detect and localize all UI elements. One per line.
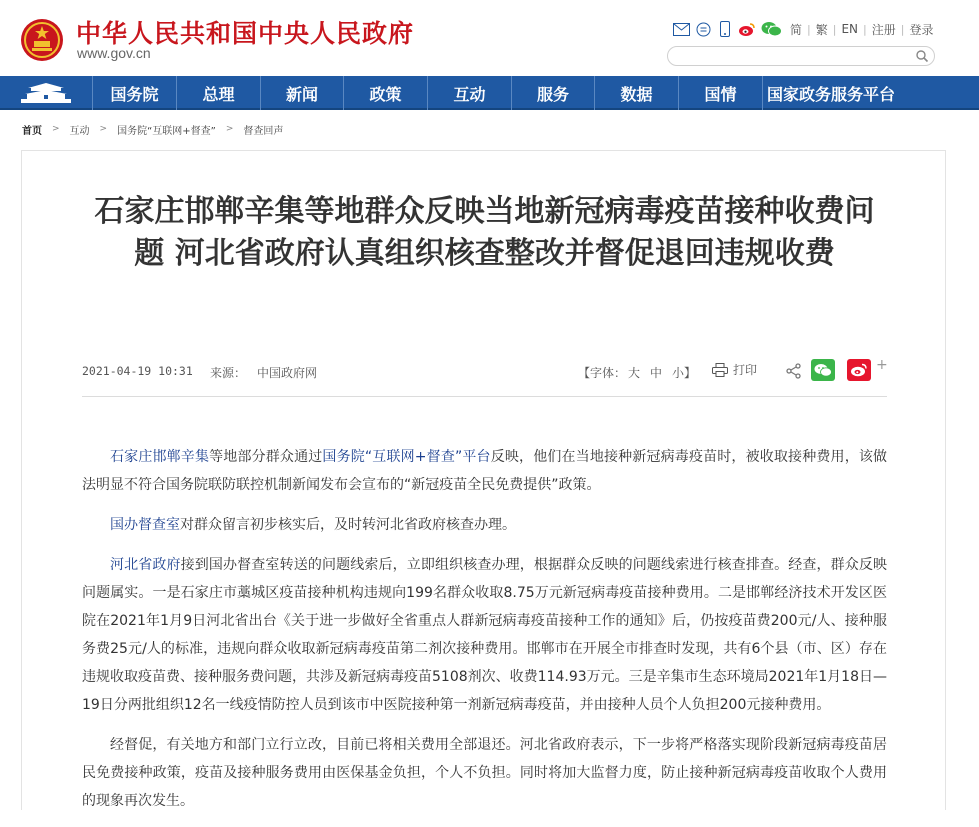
breadcrumb-internet-plus-inspection[interactable]: 国务院“互联网+督查” — [117, 125, 216, 137]
nav-item-services[interactable]: 服务 — [511, 76, 594, 110]
simplified-link[interactable]: 简 — [790, 22, 803, 37]
top-links — [672, 18, 934, 40]
source-name: 中国政府网 — [257, 366, 318, 380]
paragraph-text: 经督促，有关地方和部门立行立改，目前已将相关费用全部退还。河北省政府表示，下一步将严格落实现阶段新冠病毒疫苗居民免费接种政策，疫苗及接种服务费用由医保基金负担，个人不负担。同时将加大监督力度，防止接种新冠病毒疫苗收取个人费用的现象再次发生。 — [82, 737, 887, 809]
english-link[interactable]: EN — [841, 22, 859, 36]
breadcrumb-inspection-echo[interactable]: 督查回声 — [243, 125, 284, 137]
meta-divider — [82, 396, 887, 397]
paragraph-text: 等地部分群众通过 — [209, 449, 323, 465]
breadcrumb-interaction[interactable]: 互动 — [69, 125, 90, 137]
link-general-office-inspection[interactable]: 国办督查室 — [110, 517, 180, 533]
site-title[interactable]: 中华人民共和国中央人民政府 — [76, 19, 415, 48]
font-size-control — [578, 364, 706, 381]
print-button[interactable] — [712, 361, 757, 378]
site-header — [0, 0, 979, 76]
search-icon[interactable] — [915, 49, 929, 63]
paragraph-text: 对群众留言初步核实后，及时转河北省政府核查办理。 — [180, 517, 516, 533]
article-title: 石家庄邯郸辛集等地群众反映当地新冠病毒疫苗接种收费问题 河北省政府认真组织核查整改并督促退回违规收费 — [94, 194, 875, 271]
paragraph — [82, 731, 887, 815]
share-wechat-icon[interactable] — [811, 359, 835, 381]
separator: | — [807, 22, 811, 36]
message-icon[interactable] — [694, 20, 712, 38]
weibo-icon[interactable] — [738, 20, 756, 38]
breadcrumb-arrow-icon: > — [99, 124, 108, 134]
nav-items — [92, 76, 899, 110]
font-size-label: 【字体： — [578, 366, 627, 380]
nav-home-button[interactable] — [0, 76, 92, 110]
source-label: 来源： — [210, 366, 247, 380]
breadcrumb-home[interactable]: 首页 — [22, 125, 42, 137]
mobile-icon[interactable] — [716, 20, 734, 38]
wechat-icon[interactable] — [760, 20, 782, 38]
search-box — [667, 46, 935, 66]
search-input[interactable] — [676, 48, 906, 64]
traditional-link[interactable]: 繁 — [815, 22, 828, 37]
article-container — [21, 150, 946, 810]
breadcrumb-arrow-icon: > — [52, 124, 60, 134]
share-more-button[interactable]: + — [876, 357, 888, 373]
link-internet-plus-inspection-platform[interactable]: 国务院“互联网+督查”平台 — [322, 449, 491, 465]
font-size-small[interactable]: 小】 — [672, 366, 697, 380]
nav-item-gov-service-platform[interactable]: 国家政务服务平台 — [762, 76, 899, 110]
font-size-large[interactable]: 大 — [628, 366, 641, 380]
paragraph-text: 反映，他们在当地接种新冠病毒疫苗时，被收取接种费用，该做法明显不符合国务院联防联控机制新闻发布会宣布的“新冠疫苗全民免费提供”政策。 — [82, 449, 888, 493]
nav-item-news[interactable]: 新闻 — [260, 76, 343, 110]
site-url: www.gov.cn — [77, 45, 151, 61]
article-body — [82, 443, 887, 827]
paragraph — [82, 551, 887, 719]
share-weibo-icon[interactable] — [847, 359, 871, 381]
publish-date: 2021-04-19 10:31 — [82, 364, 193, 378]
mail-icon[interactable] — [672, 20, 690, 38]
nav-item-policy[interactable]: 政策 — [343, 76, 427, 110]
breadcrumb — [22, 121, 283, 137]
printer-icon — [712, 363, 728, 377]
nav-item-data[interactable]: 数据 — [594, 76, 678, 110]
paragraph-text: 接到国办督查室转送的问题线索后，立即组织核查办理，根据群众反映的问题线索进行核查排查。经查，群众反映问题属实。一是石家庄市藁城区疫苗接种机构违规向199名群众收取8.75万元新冠病毒疫苗接种费用。二是邯郸经济技术开发区医院在2021年1月9日河北省出台《关于进一步做好全省重点人群新冠病毒疫苗接种工作的通知》后，仍按疫苗费200元/人、接种服务费25元/人的标准，违规向群众收取新冠病毒疫苗第二剂次接种费用。邯郸市在开展全市排查时发现，共有6个县（市、区）存在违规收取疫苗费、接种服务费问题，共涉及新冠病毒疫苗5108剂次、收费114.93万元。三是辛集市生态环境局2021年1月18日—19日分两批组织12名一线疫情防控人员到该市中医院接种第一剂新冠病毒疫苗，并由接种人员个人负担200元接种费用。 — [82, 557, 888, 713]
register-link[interactable]: 注册 — [871, 22, 896, 37]
main-nav — [0, 76, 979, 110]
paragraph — [82, 443, 887, 499]
share-icon[interactable] — [784, 361, 804, 381]
print-label: 打印 — [733, 363, 758, 377]
link-hebei-government[interactable]: 河北省政府 — [110, 557, 181, 573]
nav-item-state-council[interactable]: 国务院 — [92, 76, 176, 110]
nav-item-premier[interactable]: 总理 — [176, 76, 260, 110]
breadcrumb-arrow-icon: > — [225, 124, 234, 134]
tiananmen-icon — [18, 82, 74, 104]
separator: | — [832, 22, 837, 36]
login-link[interactable]: 登录 — [909, 22, 934, 37]
national-emblem-icon[interactable] — [20, 18, 64, 62]
paragraph — [82, 511, 887, 539]
separator: | — [863, 22, 867, 36]
separator: | — [900, 22, 905, 36]
article-meta — [82, 357, 888, 383]
link-shijiazhuang-handan-xinji[interactable]: 石家庄邯郸辛集 — [110, 449, 210, 465]
font-size-medium[interactable]: 中 — [650, 366, 663, 380]
nav-item-national-info[interactable]: 国情 — [678, 76, 762, 110]
nav-item-interaction[interactable]: 互动 — [427, 76, 511, 110]
